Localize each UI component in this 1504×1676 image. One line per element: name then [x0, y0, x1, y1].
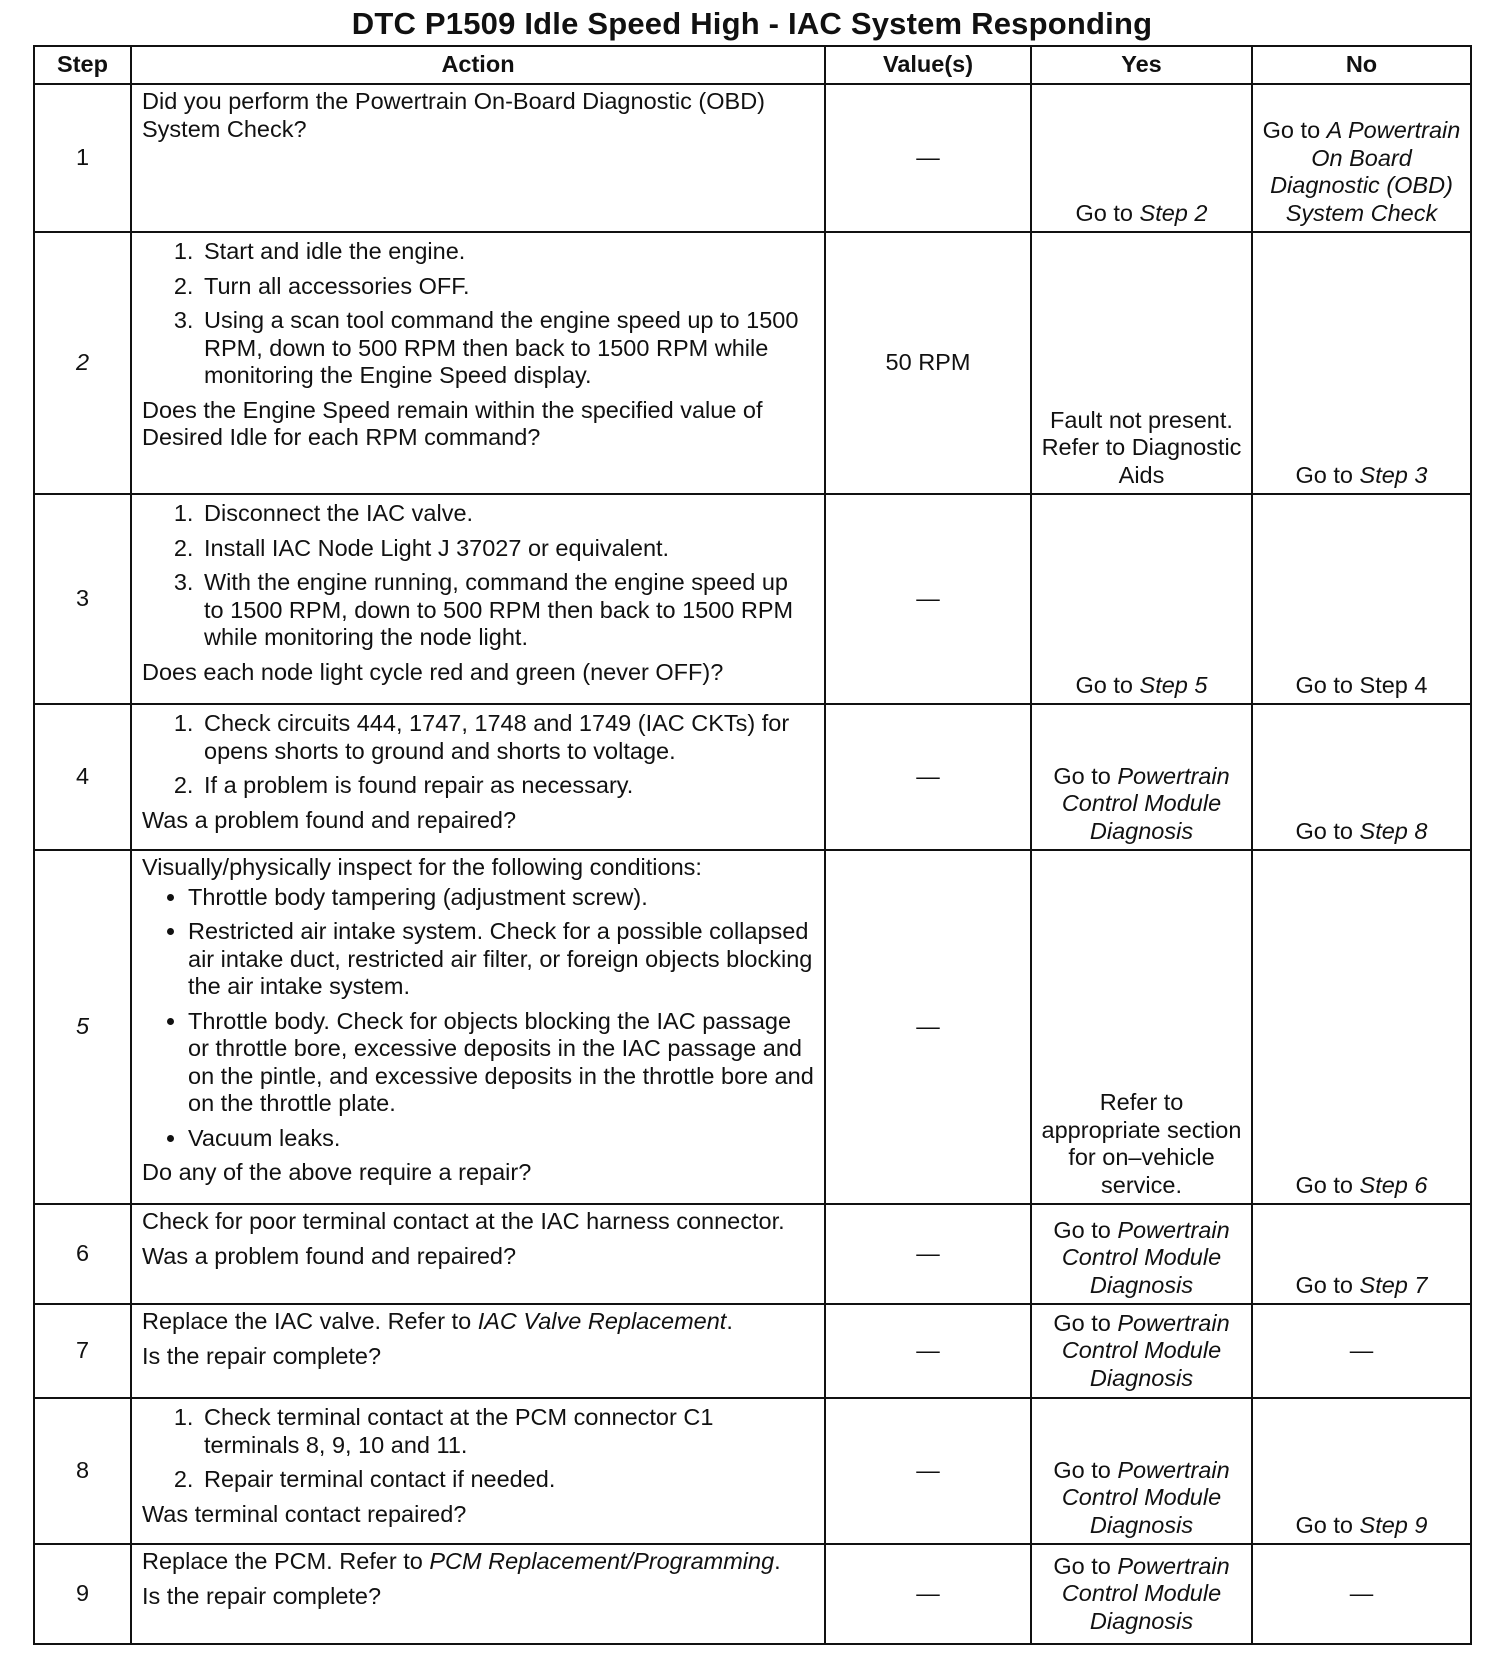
table-row	[34, 232, 1471, 494]
yes-cell	[1031, 1398, 1252, 1544]
header-step: Step	[34, 46, 131, 84]
yes-cell	[1031, 850, 1252, 1204]
yes-text: Go to	[1053, 1309, 1118, 1336]
action-text-start: Replace the PCM. Refer to	[142, 1548, 430, 1574]
header-action: Action	[131, 46, 825, 84]
action-question: Do any of the above require a repair?	[142, 1159, 532, 1185]
condition-item: • Throttle body. Check for objects blocking the IAC passage or throttle bore, excessive deposits in the IAC passage and on the pintle, and excessive deposits in the throttle bore and on the throttle plate.	[188, 1008, 814, 1118]
action-question: Is the repair complete?	[142, 1342, 382, 1369]
action-cell	[131, 494, 825, 704]
step-number: 7	[34, 1304, 131, 1398]
step-number: 4	[34, 704, 131, 850]
step-number: 8	[34, 1398, 131, 1544]
action-text-end: .	[774, 1548, 781, 1574]
yes-cell	[1031, 232, 1252, 494]
no-text: —	[1349, 1580, 1374, 1607]
value-cell: —	[825, 850, 1031, 1204]
no-text: —	[1349, 1337, 1374, 1364]
action-step: 3. With the engine running, command the engine speed up to 1500 RPM, down to 500 RPM then back to 1500 RPM while monitoring the node light.	[200, 569, 814, 652]
no-cell	[1252, 494, 1471, 704]
no-cell	[1252, 1204, 1471, 1304]
no-link[interactable]: Step 3	[1359, 461, 1428, 488]
action-question: Does each node light cycle red and green (never OFF)?	[142, 658, 724, 685]
yes-link[interactable]: Powertrain Control Module Diagnosis	[1061, 762, 1230, 844]
action-steps	[142, 500, 814, 652]
no-cell	[1252, 704, 1471, 850]
action-question: Was terminal contact repaired?	[142, 1500, 467, 1527]
step-number: 1	[34, 84, 131, 232]
value-cell: —	[825, 1204, 1031, 1304]
value-cell: —	[825, 494, 1031, 704]
no-link[interactable]: Step 9	[1359, 1511, 1428, 1538]
action-text-end: .	[726, 1308, 733, 1334]
yes-link[interactable]: Powertrain Control Module Diagnosis	[1061, 1456, 1230, 1538]
no-cell	[1252, 232, 1471, 494]
table-row	[34, 704, 1471, 850]
no-text: Go to Step 4	[1295, 671, 1428, 698]
action-cell	[131, 232, 825, 494]
action-step: 1. Start and idle the engine.	[200, 238, 814, 266]
action-cell	[131, 1544, 825, 1644]
no-text: Go to	[1295, 817, 1360, 844]
no-cell	[1252, 1398, 1471, 1544]
action-question: Was a problem found and repaired?	[142, 1242, 517, 1269]
yes-link[interactable]: Step 2	[1139, 199, 1208, 226]
no-text: Go to	[1295, 461, 1360, 488]
yes-text: Go to	[1053, 1552, 1118, 1579]
no-text: Go to	[1295, 1511, 1360, 1538]
yes-link[interactable]: Powertrain Control Module Diagnosis	[1061, 1552, 1230, 1634]
action-text: Did you perform the Powertrain On-Board Diagnostic (OBD) System Check?	[142, 88, 765, 142]
no-cell	[1252, 850, 1471, 1204]
no-text: Go to	[1295, 1271, 1360, 1298]
condition-item: • Restricted air intake system. Check for a possible collapsed air intake duct, restricted air filter, or foreign objects blocking the air intake system.	[188, 918, 814, 1001]
yes-cell	[1031, 494, 1252, 704]
no-link[interactable]: Step 8	[1359, 817, 1428, 844]
condition-item: • Vacuum leaks.	[188, 1125, 814, 1153]
value-cell: —	[825, 1544, 1031, 1644]
action-text: Check for poor terminal contact at the IAC harness connector.	[142, 1208, 785, 1234]
reference-link[interactable]: IAC Valve Replacement	[477, 1308, 727, 1334]
yes-link[interactable]: Powertrain Control Module Diagnosis	[1061, 1309, 1230, 1391]
action-cell	[131, 1398, 825, 1544]
action-step: 2. If a problem is found repair as necessary.	[200, 772, 814, 800]
condition-list	[142, 884, 814, 1153]
action-step: 2. Install IAC Node Light J 37027 or equivalent.	[200, 535, 814, 563]
header-yes: Yes	[1031, 46, 1252, 84]
no-link[interactable]: Step 7	[1359, 1271, 1428, 1298]
action-step: 2. Turn all accessories OFF.	[200, 273, 814, 301]
no-cell	[1252, 1304, 1471, 1398]
header-values: Value(s)	[825, 46, 1031, 84]
no-text: Go to	[1262, 117, 1327, 143]
action-text	[142, 1548, 814, 1576]
step-number: 2	[34, 232, 131, 494]
action-cell	[131, 1304, 825, 1398]
action-cell	[131, 850, 825, 1204]
step-number: 6	[34, 1204, 131, 1304]
yes-text: Go to	[1075, 199, 1140, 226]
table-row	[34, 1304, 1471, 1398]
no-link[interactable]: A Powertrain On Board Diagnostic (OBD) System Check	[1270, 117, 1461, 226]
yes-text: Go to	[1053, 762, 1118, 789]
step-number: 9	[34, 1544, 131, 1644]
yes-text: Go to	[1053, 1216, 1118, 1243]
yes-cell	[1031, 1204, 1252, 1304]
yes-link[interactable]: Step 5	[1139, 671, 1208, 698]
condition-item: • Throttle body tampering (adjustment screw).	[188, 884, 814, 912]
yes-cell	[1031, 84, 1252, 232]
action-question: Is the repair complete?	[142, 1582, 382, 1609]
table-row	[34, 1204, 1471, 1304]
action-step: 1. Check terminal contact at the PCM connector C1 terminals 8, 9, 10 and 11.	[200, 1404, 814, 1459]
action-text: Visually/physically inspect for the following conditions:	[142, 854, 702, 880]
no-link[interactable]: Step 6	[1359, 1171, 1428, 1198]
table-row	[34, 850, 1471, 1204]
value-cell: —	[825, 1398, 1031, 1544]
yes-text: Refer to appropriate section for on–vehicle service.	[1041, 1089, 1242, 1198]
yes-text: Go to	[1053, 1456, 1118, 1483]
reference-link[interactable]: PCM Replacement/Programming	[429, 1548, 775, 1574]
action-text	[142, 1308, 814, 1336]
step-number: 3	[34, 494, 131, 704]
value-cell: 50 RPM	[825, 232, 1031, 494]
page-title: DTC P1509 Idle Speed High - IAC System Responding	[351, 6, 1153, 41]
action-question: Was a problem found and repaired?	[142, 806, 517, 833]
action-steps	[142, 1404, 814, 1494]
table-row	[34, 1398, 1471, 1544]
action-steps	[142, 238, 814, 390]
value-cell: —	[825, 704, 1031, 850]
no-text: Go to	[1295, 1171, 1360, 1198]
action-cell	[131, 1204, 825, 1304]
header-row	[34, 46, 1471, 84]
value-cell: —	[825, 84, 1031, 232]
no-cell	[1252, 84, 1471, 232]
yes-link[interactable]: Powertrain Control Module Diagnosis	[1061, 1216, 1230, 1298]
action-text-start: Replace the IAC valve. Refer to	[142, 1308, 478, 1334]
action-step: 3. Using a scan tool command the engine speed up to 1500 RPM, down to 500 RPM then back to 1500 RPM while monitoring the Engine Speed display.	[200, 307, 814, 390]
action-step: 2. Repair terminal contact if needed.	[200, 1466, 814, 1494]
yes-cell	[1031, 704, 1252, 850]
yes-cell	[1031, 1304, 1252, 1398]
yes-text: Go to	[1075, 671, 1140, 698]
action-steps	[142, 710, 814, 800]
table-row	[34, 84, 1471, 232]
action-cell	[131, 84, 825, 232]
header-no: No	[1252, 46, 1471, 84]
diagnostic-table	[33, 45, 1472, 1645]
action-cell	[131, 704, 825, 850]
yes-cell	[1031, 1544, 1252, 1644]
table-row	[34, 494, 1471, 704]
action-step: 1. Check circuits 444, 1747, 1748 and 1749 (IAC CKTs) for opens shorts to ground and shorts to voltage.	[200, 710, 814, 765]
no-cell	[1252, 1544, 1471, 1644]
action-question: Does the Engine Speed remain within the specified value of Desired Idle for each RPM command?	[142, 396, 763, 450]
yes-text: Fault not present. Refer to Diagnostic Aids	[1041, 406, 1242, 488]
value-cell: —	[825, 1304, 1031, 1398]
action-step: 1. Disconnect the IAC valve.	[200, 500, 814, 528]
table-row	[34, 1544, 1471, 1644]
step-number: 5	[34, 850, 131, 1204]
